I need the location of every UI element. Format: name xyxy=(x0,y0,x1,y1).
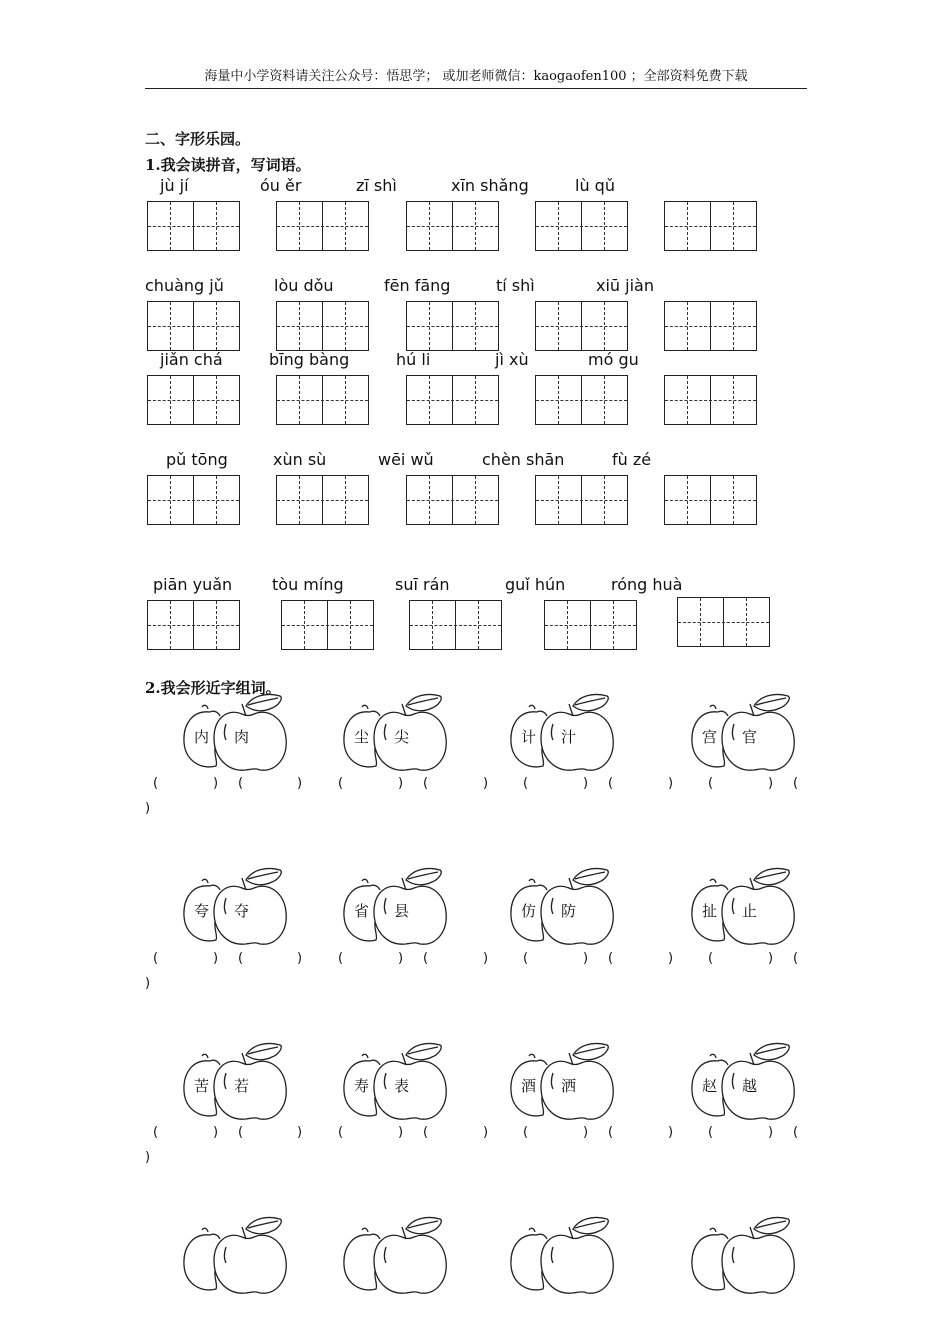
tianzige-writing-box[interactable] xyxy=(276,475,369,525)
tianzige-writing-box[interactable] xyxy=(147,475,240,525)
pinyin-label: xiū jiàn xyxy=(596,276,654,295)
apple-illustration xyxy=(688,864,808,954)
pinyin-label: pǔ tōng xyxy=(166,450,228,469)
answer-parenthesis[interactable]: ( xyxy=(608,951,614,966)
answer-parenthesis: ) xyxy=(213,776,219,791)
answer-parenthesis: ) xyxy=(583,1125,589,1140)
answer-parenthesis[interactable]: ( xyxy=(338,951,344,966)
tianzige-writing-box[interactable] xyxy=(147,201,240,251)
apple-illustration xyxy=(507,864,627,954)
tianzige-writing-box[interactable] xyxy=(664,375,757,425)
similar-char-left: 赵 xyxy=(702,1077,718,1095)
similar-char-right: 尖 xyxy=(394,728,410,746)
tianzige-writing-box[interactable] xyxy=(664,301,757,351)
pinyin-label: suī rán xyxy=(395,575,450,594)
answer-parenthesis[interactable]: ( xyxy=(523,776,529,791)
apple-illustration xyxy=(507,1213,627,1303)
answer-parenthesis[interactable]: ( xyxy=(423,951,429,966)
answer-parenthesis: ) xyxy=(483,951,489,966)
pinyin-label: chèn shān xyxy=(482,450,565,469)
answer-parenthesis: ) xyxy=(583,776,589,791)
answer-parenthesis[interactable]: ( xyxy=(238,951,244,966)
tianzige-writing-box[interactable] xyxy=(147,600,240,650)
pinyin-label: bīng bàng xyxy=(269,350,350,369)
tianzige-writing-box[interactable] xyxy=(276,201,369,251)
pinyin-label: wēi wǔ xyxy=(378,450,434,469)
answer-parenthesis[interactable]: ( xyxy=(708,1125,714,1140)
similar-char-left: 尘 xyxy=(354,728,370,746)
answer-parenthesis: ) xyxy=(768,951,774,966)
answer-parenthesis[interactable]: ( xyxy=(423,1125,429,1140)
pinyin-label: jiǎn chá xyxy=(160,350,223,369)
tianzige-writing-box[interactable] xyxy=(664,201,757,251)
tianzige-writing-box[interactable] xyxy=(276,301,369,351)
apple-illustration xyxy=(340,1213,460,1303)
similar-char-right: 夺 xyxy=(234,902,250,920)
similar-char-left: 寿 xyxy=(354,1077,370,1095)
pinyin-label: róng huà xyxy=(611,575,683,594)
apple-illustration xyxy=(340,864,460,954)
similar-char-left: 夸 xyxy=(194,902,210,920)
answer-parenthesis: ) xyxy=(145,1150,151,1165)
pinyin-label: xīn shǎng xyxy=(451,176,529,195)
question-1-title: 1.我会读拼音，写词语。 xyxy=(145,156,311,174)
pinyin-label: piān yuǎn xyxy=(153,575,233,594)
answer-parenthesis[interactable]: ( xyxy=(338,776,344,791)
answer-parenthesis[interactable]: ( xyxy=(338,1125,344,1140)
tianzige-writing-box[interactable] xyxy=(406,375,499,425)
similar-char-left: 仿 xyxy=(521,902,537,920)
tianzige-writing-box[interactable] xyxy=(544,600,637,650)
similar-char-left: 内 xyxy=(194,728,210,746)
answer-parenthesis[interactable]: ( xyxy=(423,776,429,791)
tianzige-writing-box[interactable] xyxy=(664,475,757,525)
answer-parenthesis: ) xyxy=(398,776,404,791)
pinyin-label: hú li xyxy=(396,350,431,369)
apple-illustration xyxy=(688,1213,808,1303)
answer-parenthesis[interactable]: ( xyxy=(608,1125,614,1140)
similar-char-right: 若 xyxy=(234,1077,250,1095)
similar-char-left: 宫 xyxy=(702,728,718,746)
similar-char-right: 止 xyxy=(742,902,758,920)
similar-char-left: 苦 xyxy=(194,1077,210,1095)
section-title: 二、字形乐园。 xyxy=(145,130,251,148)
apple-illustration xyxy=(180,690,300,780)
tianzige-writing-box[interactable] xyxy=(147,375,240,425)
answer-parenthesis: ) xyxy=(583,951,589,966)
tianzige-writing-box[interactable] xyxy=(535,375,628,425)
similar-char-right: 越 xyxy=(742,1077,758,1095)
tianzige-writing-box[interactable] xyxy=(147,301,240,351)
answer-parenthesis: ) xyxy=(398,1125,404,1140)
answer-parenthesis[interactable]: ( xyxy=(708,951,714,966)
answer-parenthesis: ) xyxy=(768,1125,774,1140)
answer-parenthesis[interactable]: ( xyxy=(608,776,614,791)
answer-parenthesis[interactable]: ( xyxy=(153,776,159,791)
pinyin-label: jù jí xyxy=(160,176,189,195)
tianzige-writing-box[interactable] xyxy=(406,301,499,351)
tianzige-writing-box[interactable] xyxy=(276,375,369,425)
pinyin-label: óu ěr xyxy=(260,176,302,195)
similar-char-right: 官 xyxy=(742,728,758,746)
apple-illustration xyxy=(688,690,808,780)
answer-parenthesis: ) xyxy=(398,951,404,966)
answer-parenthesis: ) xyxy=(213,951,219,966)
pinyin-label: fù zé xyxy=(612,450,652,469)
page-header: 海量中小学资料请关注公众号：悟思学； 或加老师微信：kaogaofen100 ；全部资料免费下载 xyxy=(145,68,807,89)
answer-parenthesis[interactable]: ( xyxy=(793,1125,799,1140)
apple-illustration xyxy=(180,1213,300,1303)
pinyin-label: mó gu xyxy=(588,350,639,369)
answer-parenthesis: ) xyxy=(297,776,303,791)
similar-char-right: 洒 xyxy=(561,1077,577,1095)
similar-char-right: 肉 xyxy=(234,728,250,746)
tianzige-writing-box[interactable] xyxy=(535,475,628,525)
apple-illustration xyxy=(340,690,460,780)
answer-parenthesis[interactable]: ( xyxy=(708,776,714,791)
answer-parenthesis: ) xyxy=(145,976,151,991)
tianzige-writing-box[interactable] xyxy=(677,597,770,647)
answer-parenthesis[interactable]: ( xyxy=(153,951,159,966)
apple-illustration xyxy=(180,864,300,954)
answer-parenthesis[interactable]: ( xyxy=(793,776,799,791)
pinyin-label: chuàng jǔ xyxy=(145,276,224,295)
answer-parenthesis: ) xyxy=(297,1125,303,1140)
answer-parenthesis[interactable]: ( xyxy=(238,1125,244,1140)
answer-parenthesis: ) xyxy=(297,951,303,966)
answer-parenthesis: ) xyxy=(145,801,151,816)
tianzige-writing-box[interactable] xyxy=(281,600,374,650)
answer-parenthesis: ) xyxy=(668,1125,674,1140)
apple-illustration xyxy=(180,1039,300,1129)
question-2-title: 2.我会形近字组词。 xyxy=(145,679,281,697)
pinyin-label: lòu dǒu xyxy=(274,276,334,295)
similar-char-right: 表 xyxy=(394,1077,410,1095)
answer-parenthesis[interactable]: ( xyxy=(153,1125,159,1140)
similar-char-left: 省 xyxy=(354,902,370,920)
apple-illustration xyxy=(507,690,627,780)
apple-illustration xyxy=(340,1039,460,1129)
similar-char-left: 扯 xyxy=(702,902,718,920)
similar-char-right: 防 xyxy=(561,902,577,920)
pinyin-label: jì xù xyxy=(495,350,529,369)
answer-parenthesis: ) xyxy=(768,776,774,791)
similar-char-left: 酒 xyxy=(521,1077,537,1095)
pinyin-label: xùn sù xyxy=(273,450,327,469)
pinyin-label: lù qǔ xyxy=(575,176,615,195)
answer-parenthesis[interactable]: ( xyxy=(238,776,244,791)
pinyin-label: tòu míng xyxy=(272,575,344,594)
pinyin-label: guǐ hún xyxy=(505,575,566,594)
answer-parenthesis[interactable]: ( xyxy=(523,951,529,966)
tianzige-writing-box[interactable] xyxy=(406,201,499,251)
answer-parenthesis[interactable]: ( xyxy=(523,1125,529,1140)
similar-char-right: 县 xyxy=(394,902,410,920)
answer-parenthesis: ) xyxy=(483,1125,489,1140)
tianzige-writing-box[interactable] xyxy=(406,475,499,525)
tianzige-writing-box[interactable] xyxy=(409,600,502,650)
apple-illustration xyxy=(688,1039,808,1129)
apple-illustration xyxy=(507,1039,627,1129)
answer-parenthesis: ) xyxy=(213,1125,219,1140)
pinyin-label: zī shì xyxy=(356,176,397,195)
similar-char-right: 汁 xyxy=(561,728,577,746)
pinyin-label: tí shì xyxy=(496,276,535,295)
answer-parenthesis: ) xyxy=(668,951,674,966)
similar-char-left: 计 xyxy=(521,728,537,746)
answer-parenthesis: ) xyxy=(483,776,489,791)
answer-parenthesis: ) xyxy=(668,776,674,791)
pinyin-label: fēn fāng xyxy=(384,276,451,295)
tianzige-writing-box[interactable] xyxy=(535,201,628,251)
answer-parenthesis[interactable]: ( xyxy=(793,951,799,966)
tianzige-writing-box[interactable] xyxy=(535,301,628,351)
